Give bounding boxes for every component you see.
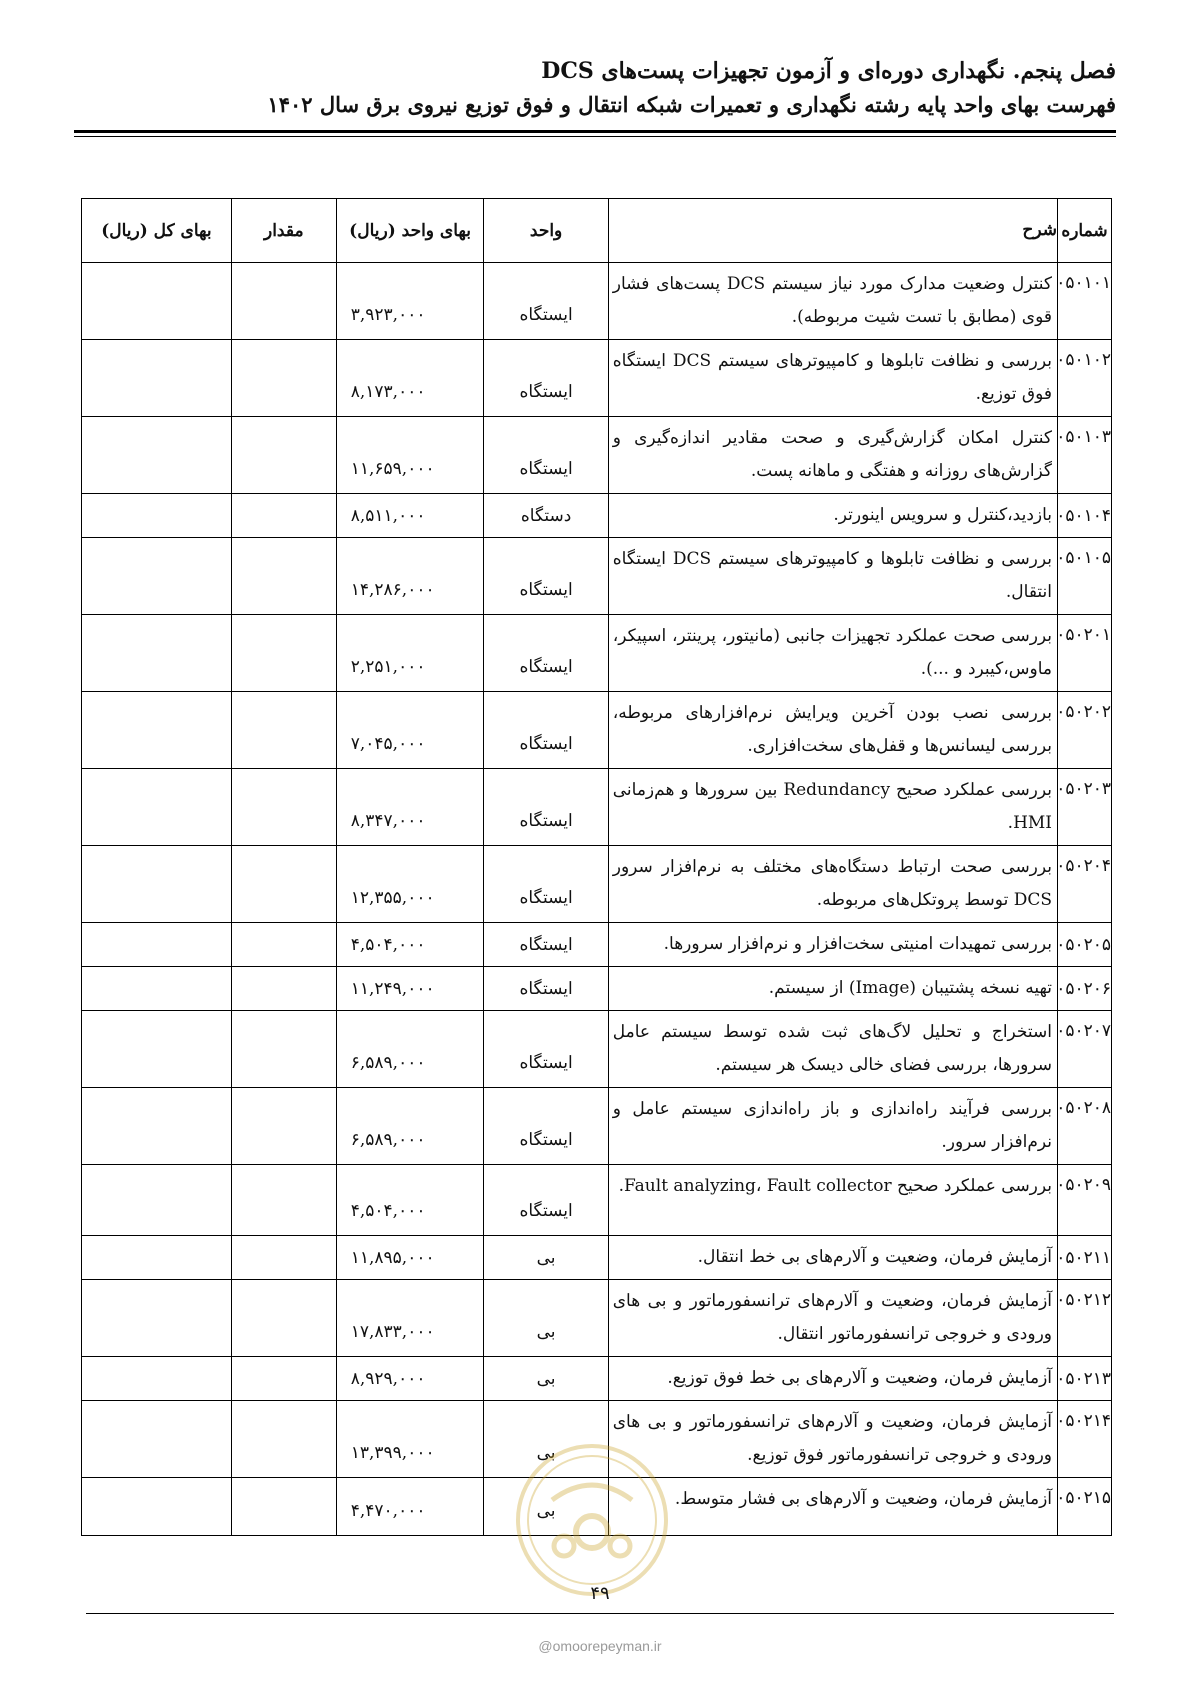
table-row — [82, 1088, 1112, 1165]
row-unit: ایستگاه — [484, 1011, 608, 1088]
row-description: بررسی نصب بودن آخرین ویرایش نرم‌افزارهای مربوطه، بررسی لیسانس‌ها و قفل‌های سخت‌افزاری. — [608, 692, 1057, 769]
row-description: آزمایش فرمان، وضعیت و آلارم‌های ترانسفورماتور و بی های ورودی و خروجی ترانسفورماتور فوق توزیع. — [608, 1401, 1057, 1478]
row-unit: بی — [484, 1478, 608, 1536]
row-total-price — [82, 1236, 232, 1280]
row-unit: بی — [484, 1401, 608, 1478]
table-row — [82, 538, 1112, 615]
row-description: بررسی صحت عملکرد تجهیزات جانبی (مانیتور، پرینتر، اسپیکر، ماوس،کیبرد و ...). — [608, 615, 1057, 692]
row-total-price — [82, 1088, 232, 1165]
row-total-price — [82, 1401, 232, 1478]
table-row — [82, 340, 1112, 417]
row-unit-price: ۱۱,۲۴۹,۰۰۰ — [336, 967, 484, 1011]
row-number: ۰۵۰۲۰۶ — [1058, 967, 1112, 1011]
row-description: بررسی و نظافت تابلوها و کامپیوترهای سیستم DCS ایستگاه فوق توزیع. — [608, 340, 1057, 417]
row-total-price — [82, 967, 232, 1011]
row-unit: ایستگاه — [484, 417, 608, 494]
row-quantity — [231, 494, 336, 538]
row-total-price — [82, 923, 232, 967]
row-unit-price: ۱۴,۲۸۶,۰۰۰ — [336, 538, 484, 615]
header-divider-thick — [74, 130, 1116, 133]
row-total-price — [82, 538, 232, 615]
row-unit-price: ۷,۰۴۵,۰۰۰ — [336, 692, 484, 769]
row-unit-price: ۸,۵۱۱,۰۰۰ — [336, 494, 484, 538]
row-unit: ایستگاه — [484, 538, 608, 615]
row-total-price — [82, 769, 232, 846]
row-quantity — [231, 1088, 336, 1165]
row-total-price — [82, 263, 232, 340]
row-description: آزمایش فرمان، وضعیت و آلارم‌های ترانسفورماتور و بی های ورودی و خروجی ترانسفورماتور انتقال. — [608, 1280, 1057, 1357]
row-unit: بی — [484, 1236, 608, 1280]
row-description: بررسی فرآیند راه‌اندازی و باز راه‌اندازی سیستم عامل و نرم‌افزار سرور. — [608, 1088, 1057, 1165]
table-row — [82, 1357, 1112, 1401]
row-total-price — [82, 615, 232, 692]
header-unit: واحد — [484, 199, 608, 263]
row-description: بررسی و نظافت تابلوها و کامپیوترهای سیستم DCS ایستگاه انتقال. — [608, 538, 1057, 615]
row-number: ۰۵۰۱۰۲ — [1058, 340, 1112, 417]
row-quantity — [231, 846, 336, 923]
row-unit-price: ۴,۵۰۴,۰۰۰ — [336, 1165, 484, 1236]
table-row — [82, 846, 1112, 923]
row-quantity — [231, 340, 336, 417]
row-number: ۰۵۰۲۰۳ — [1058, 769, 1112, 846]
price-list-table — [81, 198, 1112, 1536]
row-quantity — [231, 1165, 336, 1236]
row-unit-price: ۱۳,۳۹۹,۰۰۰ — [336, 1401, 484, 1478]
table-row — [82, 1280, 1112, 1357]
row-quantity — [231, 538, 336, 615]
row-unit-price: ۳,۹۲۳,۰۰۰ — [336, 263, 484, 340]
row-unit: ایستگاه — [484, 692, 608, 769]
row-number: ۰۵۰۲۰۹ — [1058, 1165, 1112, 1236]
row-unit: ایستگاه — [484, 967, 608, 1011]
row-total-price — [82, 1280, 232, 1357]
row-total-price — [82, 1478, 232, 1536]
row-quantity — [231, 1011, 336, 1088]
row-unit-price: ۱۷,۸۳۳,۰۰۰ — [336, 1280, 484, 1357]
row-total-price — [82, 1011, 232, 1088]
row-quantity — [231, 1357, 336, 1401]
row-description: بررسی عملکرد صحیح Redundancy بین سرورها و هم‌زمانی HMI. — [608, 769, 1057, 846]
footer-divider — [86, 1613, 1114, 1614]
table-row — [82, 263, 1112, 340]
row-unit: ایستگاه — [484, 769, 608, 846]
row-unit-price: ۴,۴۷۰,۰۰۰ — [336, 1478, 484, 1536]
row-total-price — [82, 417, 232, 494]
row-unit-price: ۱۱,۶۵۹,۰۰۰ — [336, 417, 484, 494]
row-quantity — [231, 615, 336, 692]
header-total-price: بهای کل (ریال) — [82, 199, 232, 263]
row-unit-price: ۱۲,۳۵۵,۰۰۰ — [336, 846, 484, 923]
row-unit-price: ۴,۵۰۴,۰۰۰ — [336, 923, 484, 967]
row-description: آزمایش فرمان، وضعیت و آلارم‌های بی فشار متوسط. — [608, 1478, 1057, 1536]
row-description: آزمایش فرمان، وضعیت و آلارم‌های بی خط انتقال. — [608, 1236, 1057, 1280]
table-row — [82, 1478, 1112, 1536]
row-description: استخراج و تحلیل لاگ‌های ثبت شده توسط سیستم عامل سرورها، بررسی فضای خالی دیسک هر سیستم. — [608, 1011, 1057, 1088]
table-row — [82, 417, 1112, 494]
header-unit-price: بهای واحد (ریال) — [336, 199, 484, 263]
row-description: بررسی تمهیدات امنیتی سخت‌افزار و نرم‌افزار سرورها. — [608, 923, 1057, 967]
table-row — [82, 1011, 1112, 1088]
header-divider-thin — [74, 136, 1116, 137]
row-number: ۰۵۰۱۰۳ — [1058, 417, 1112, 494]
chapter-title: فصل پنجم. نگهداری دوره‌ای و آزمون تجهیزات پست‌های DCS — [541, 58, 1116, 84]
table-row — [82, 967, 1112, 1011]
row-unit-price: ۱۱,۸۹۵,۰۰۰ — [336, 1236, 484, 1280]
row-description: بررسی عملکرد صحیح Fault analyzing، Fault collector. — [608, 1165, 1057, 1236]
row-description: تهیه نسخه پشتیبان (Image) از سیستم. — [608, 967, 1057, 1011]
header-number: شماره — [1058, 199, 1112, 263]
row-total-price — [82, 692, 232, 769]
row-unit: بی — [484, 1357, 608, 1401]
row-unit: ایستگاه — [484, 340, 608, 417]
row-number: ۰۵۰۲۱۴ — [1058, 1401, 1112, 1478]
row-unit-price: ۸,۳۴۷,۰۰۰ — [336, 769, 484, 846]
row-unit: ایستگاه — [484, 1165, 608, 1236]
row-description: کنترل وضعیت مدارک مورد نیاز سیستم DCS پست‌های فشار قوی (مطابق با تست شیت مربوطه). — [608, 263, 1057, 340]
table-row — [82, 769, 1112, 846]
table-row — [82, 923, 1112, 967]
row-unit: ایستگاه — [484, 1088, 608, 1165]
row-quantity — [231, 692, 336, 769]
row-unit: دستگاه — [484, 494, 608, 538]
row-number: ۰۵۰۲۱۵ — [1058, 1478, 1112, 1536]
row-quantity — [231, 967, 336, 1011]
table-row — [82, 615, 1112, 692]
row-number: ۰۵۰۱۰۵ — [1058, 538, 1112, 615]
row-total-price — [82, 1165, 232, 1236]
row-unit-price: ۶,۵۸۹,۰۰۰ — [336, 1088, 484, 1165]
row-description: آزمایش فرمان، وضعیت و آلارم‌های بی خط فوق توزیع. — [608, 1357, 1057, 1401]
row-description: کنترل امکان گزارش‌گیری و صحت مقادیر اندازه‌گیری و گزارش‌های روزانه و هفتگی و ماهانه پست. — [608, 417, 1057, 494]
table-row — [82, 494, 1112, 538]
row-quantity — [231, 769, 336, 846]
row-quantity — [231, 923, 336, 967]
page-number: ۴۹ — [590, 1583, 610, 1604]
row-quantity — [231, 1280, 336, 1357]
row-unit-price: ۲,۲۵۱,۰۰۰ — [336, 615, 484, 692]
table-row — [82, 1165, 1112, 1236]
row-number: ۰۵۰۱۰۴ — [1058, 494, 1112, 538]
table-row — [82, 1401, 1112, 1478]
row-number: ۰۵۰۲۰۴ — [1058, 846, 1112, 923]
row-unit: ایستگاه — [484, 263, 608, 340]
table-header-row — [82, 199, 1112, 263]
row-unit-price: ۶,۵۸۹,۰۰۰ — [336, 1011, 484, 1088]
row-unit: ایستگاه — [484, 923, 608, 967]
row-number: ۰۵۰۲۰۵ — [1058, 923, 1112, 967]
header-description: شرح — [608, 199, 1057, 263]
row-unit: ایستگاه — [484, 615, 608, 692]
row-quantity — [231, 263, 336, 340]
table-row — [82, 692, 1112, 769]
row-unit-price: ۸,۱۷۳,۰۰۰ — [336, 340, 484, 417]
row-total-price — [82, 846, 232, 923]
header-quantity: مقدار — [231, 199, 336, 263]
row-total-price — [82, 340, 232, 417]
page-header — [74, 54, 1116, 120]
row-quantity — [231, 1401, 336, 1478]
row-quantity — [231, 1236, 336, 1280]
row-number: ۰۵۰۲۰۲ — [1058, 692, 1112, 769]
row-unit: بی — [484, 1280, 608, 1357]
row-quantity — [231, 417, 336, 494]
row-number: ۰۵۰۱۰۱ — [1058, 263, 1112, 340]
website-watermark: @omoorepeyman.ir — [538, 1638, 662, 1654]
row-number: ۰۵۰۲۱۳ — [1058, 1357, 1112, 1401]
row-unit-price: ۸,۹۲۹,۰۰۰ — [336, 1357, 484, 1401]
row-quantity — [231, 1478, 336, 1536]
row-number: ۰۵۰۲۰۱ — [1058, 615, 1112, 692]
row-number: ۰۵۰۲۰۷ — [1058, 1011, 1112, 1088]
document-subtitle: فهرست بهای واحد پایه رشته نگهداری و تعمیرات شبکه انتقال و فوق توزیع نیروی برق سال ۱۴۰۲ — [267, 92, 1116, 117]
row-total-price — [82, 1357, 232, 1401]
row-total-price — [82, 494, 232, 538]
row-description: بررسی صحت ارتباط دستگاه‌های مختلف به نرم‌افزار سرور DCS توسط پروتکل‌های مربوطه. — [608, 846, 1057, 923]
table-row — [82, 1236, 1112, 1280]
row-number: ۰۵۰۲۱۲ — [1058, 1280, 1112, 1357]
row-number: ۰۵۰۲۱۱ — [1058, 1236, 1112, 1280]
row-unit: ایستگاه — [484, 846, 608, 923]
row-number: ۰۵۰۲۰۸ — [1058, 1088, 1112, 1165]
row-description: بازدید،کنترل و سرویس اینورتر. — [608, 494, 1057, 538]
